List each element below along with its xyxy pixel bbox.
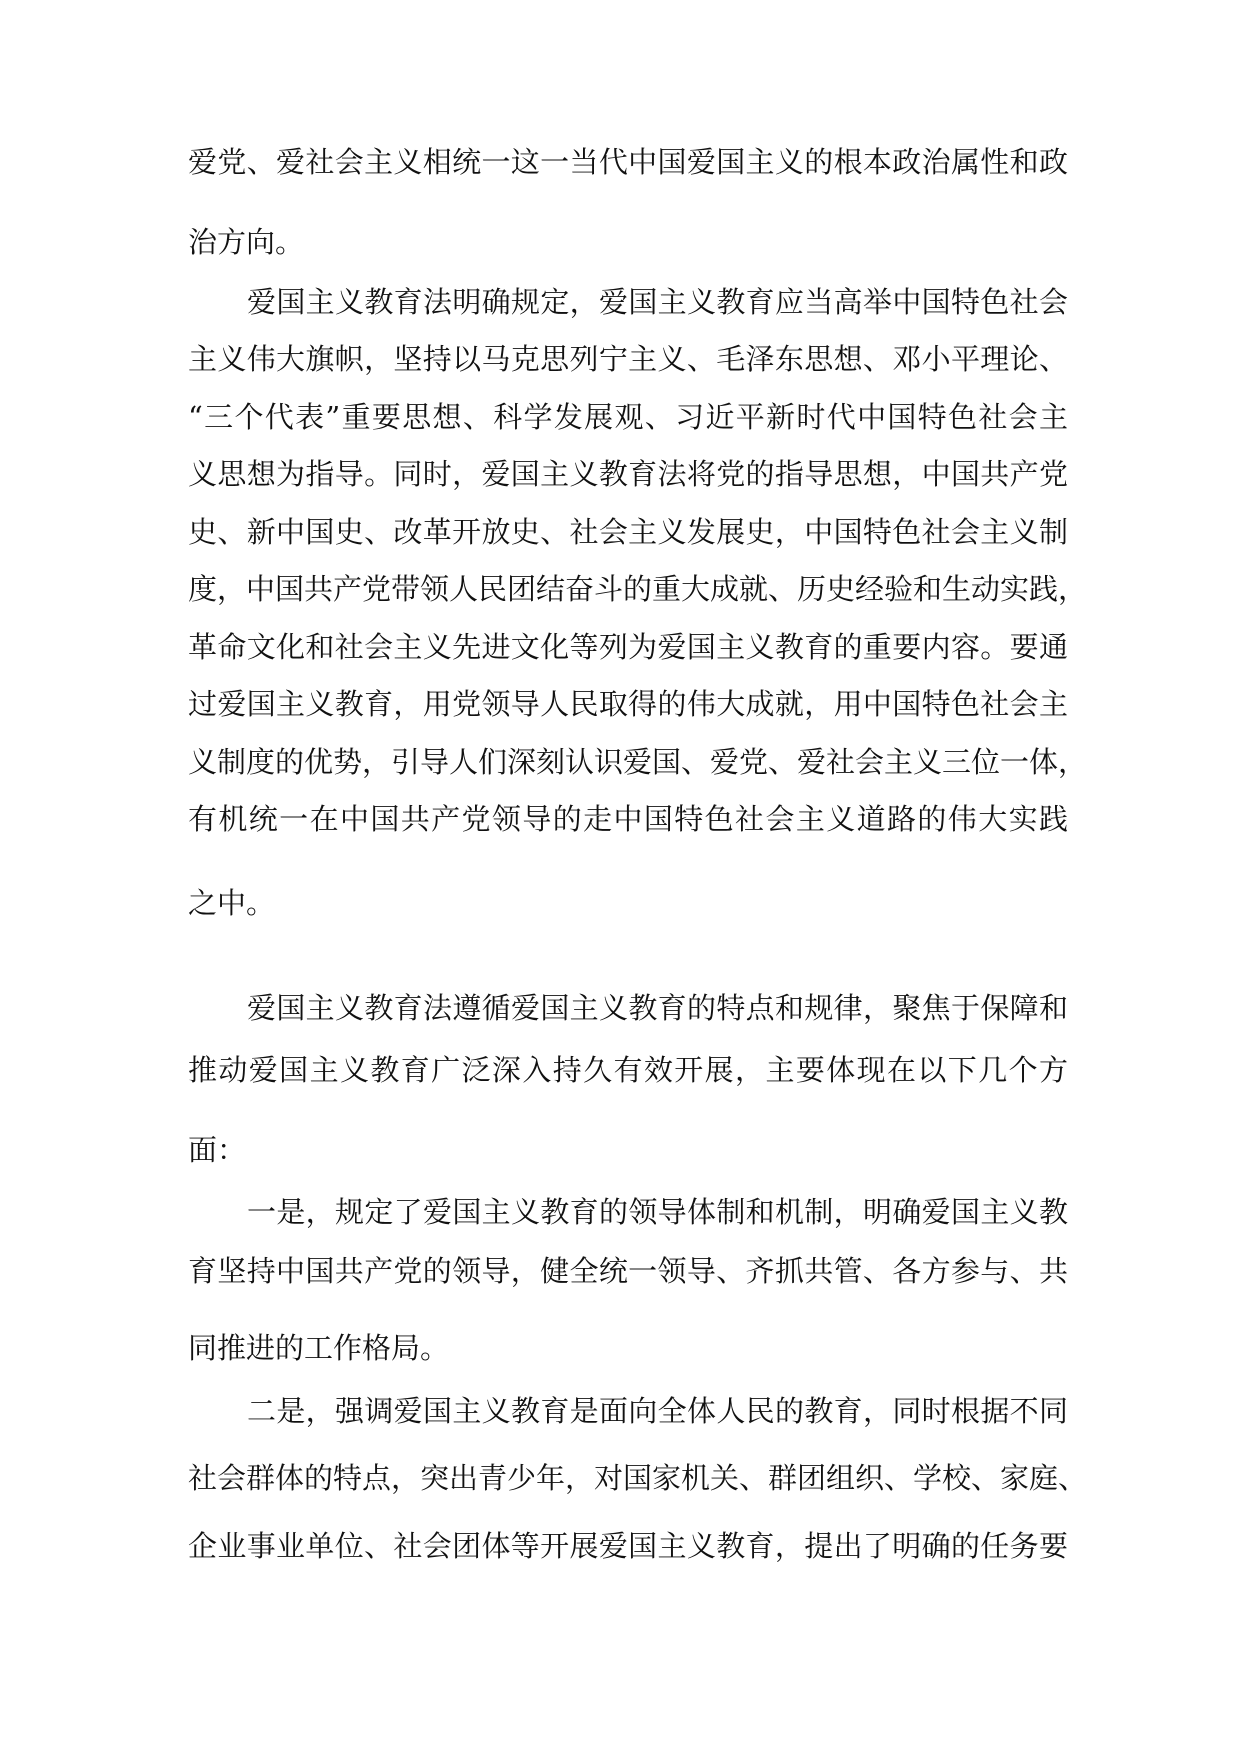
paragraph-first-line: 爱国主义教育法遵循爱国主义教育的特点和规律，聚焦于保障和 (247, 991, 1068, 1025)
text-line: 义制度的优势，引导人们深刻认识爱国、爱党、爱社会主义三位一体， (188, 745, 1088, 779)
text-line: 度，中国共产党带领人民团结奋斗的重大成就、历史经验和生动实践， (188, 572, 1088, 606)
text-line: 社会群体的特点，突出青少年，对国家机关、群团组织、学校、家庭、 (188, 1461, 1088, 1495)
text-line: 企业事业单位、社会团体等开展爱国主义教育，提出了明确的任务要 (188, 1529, 1068, 1563)
text-line: 主义伟大旗帜，坚持以马克思列宁主义、毛泽东思想、邓小平理论、 (188, 342, 1068, 376)
text-line: 面： (188, 1133, 247, 1167)
text-line: 推动爱国主义教育广泛深入持久有效开展，主要体现在以下几个方 (188, 1053, 1068, 1087)
text-line: 同推进的工作格局。 (188, 1331, 450, 1365)
text-line: “三个代表”重要思想、科学发展观、习近平新时代中国特色社会主 (188, 400, 1068, 434)
text-line: 育坚持中国共产党的领导，健全统一领导、齐抓共管、各方参与、共 (188, 1254, 1068, 1288)
paragraph-first-line: 一是，规定了爱国主义教育的领导体制和机制，明确爱国主义教 (247, 1195, 1068, 1229)
text-line: 革命文化和社会主义先进文化等列为爱国主义教育的重要内容。要通 (188, 630, 1068, 664)
text-line: 过爱国主义教育，用党领导人民取得的伟大成就，用中国特色社会主 (188, 687, 1068, 721)
paragraph-first-line: 爱国主义教育法明确规定，爱国主义教育应当高举中国特色社会 (247, 285, 1068, 319)
text-line: 之中。 (188, 886, 276, 920)
text-line: 爱党、爱社会主义相统一这一当代中国爱国主义的根本政治属性和政 (188, 145, 1068, 179)
text-line: 史、新中国史、改革开放史、社会主义发展史，中国特色社会主义制 (188, 515, 1068, 549)
text-line: 义思想为指导。同时，爱国主义教育法将党的指导思想，中国共产党 (188, 457, 1068, 491)
text-line: 治方向。 (188, 225, 305, 259)
paragraph-first-line: 二是，强调爱国主义教育是面向全体人民的教育，同时根据不同 (247, 1394, 1068, 1428)
text-line: 有机统一在中国共产党领导的走中国特色社会主义道路的伟大实践 (188, 802, 1068, 836)
